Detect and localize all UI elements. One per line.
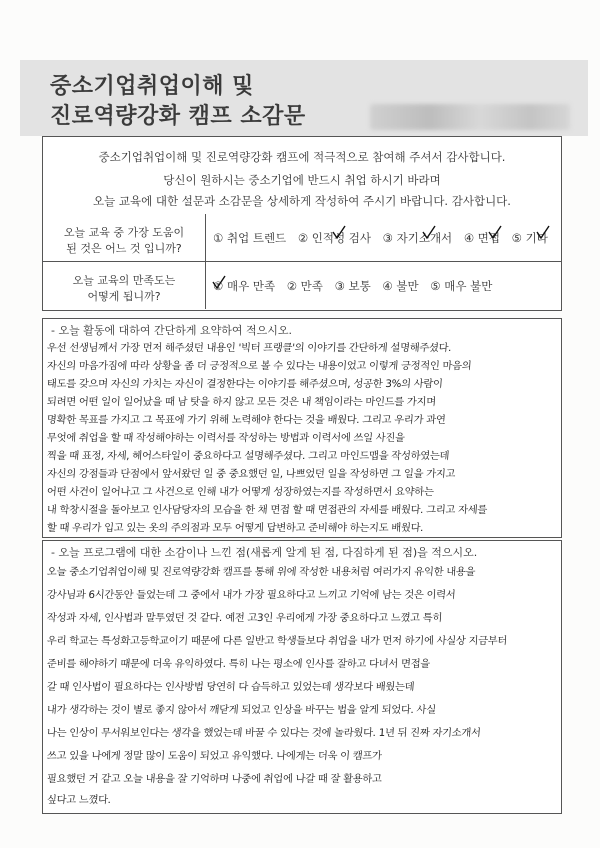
handwritten-line: 오늘 중소기업취업이해 및 진로역량강화 캠프를 통해 위에 작성한 내용처럼 여러가지 유익한 내용을 bbox=[46, 566, 476, 578]
handwritten-line: 갈 때 인사법이 필요하다는 인사방법 당연히 다 습득하고 있었는데 생각보다 배웠는데 bbox=[46, 681, 415, 693]
impressions-section bbox=[42, 540, 562, 814]
intro-box bbox=[42, 136, 562, 216]
intro-line: 당신이 원하시는 중소기업에 반드시 취업 하시기 바라며 bbox=[163, 173, 441, 187]
handwritten-line: 자신의 마음가짐에 따라 상황을 좀 더 긍정적으로 볼 수 있다는 내용이었고 이렇게 긍정적인 마음의 bbox=[46, 360, 472, 372]
handwritten-line: 강사님과 6시간동안 들었는데 그 중에서 내가 가장 필요하다고 느끼고 기억에 남는 것은 이력서 bbox=[46, 589, 456, 601]
question-label-line: 된 것은 어느 것 입니까? bbox=[66, 242, 182, 255]
handwritten-line: 명확한 목표를 가지고 그 목표에 가기 위해 노력해야 한다는 것을 배웠다. 그리고 우리가 과연 bbox=[46, 414, 446, 426]
question-label-line: 오늘 교육의 만족도는 bbox=[72, 274, 176, 287]
check-mark-icon bbox=[489, 226, 501, 238]
check-mark-icon bbox=[213, 276, 225, 288]
handwritten-line: 필요했던 거 같고 오늘 내용을 잘 기억하며 나중에 취업에 나갈 때 잘 활용하고 bbox=[46, 773, 383, 785]
handwritten-line: 쓰고 있을 나에게 정말 많이 도움이 되었고 유익했다. 나에게는 더욱 이 캠프가 bbox=[46, 750, 383, 762]
section-heading: - 오늘 활동에 대하여 간단하게 요약하여 적으시오. bbox=[51, 324, 292, 337]
handwritten-line: 싶다고 느꼈다. bbox=[46, 794, 112, 806]
question-row-helpful bbox=[43, 214, 561, 262]
handwritten-line: 되려면 어떤 일이 일어났을 때 남 탓을 하지 않고 모든 것은 내 책임이라는 마인드를 가지며 bbox=[46, 396, 437, 408]
document-header bbox=[20, 60, 588, 136]
handwritten-line: 준비를 해야하기 때문에 더욱 유익하였다. 특히 나는 평소에 인사를 잘하고 다녀서 면접을 bbox=[46, 658, 431, 670]
intro-line: 오늘 교육에 대한 설문과 소감문을 상세하게 작성하여 주시기 바랍니다. 감사합니다. bbox=[93, 194, 511, 208]
handwritten-line: 태도를 갖으며 자신의 가치는 자신이 결정한다는 이야기를 해주셨으며, 성공한 3%의 사람이 bbox=[46, 378, 444, 390]
option-label[interactable]: ① 취업 트렌드 bbox=[213, 231, 287, 245]
question-label-line: 오늘 교육 중 가장 도움이 bbox=[63, 226, 185, 239]
option-label[interactable]: ① 매우 만족 bbox=[213, 279, 276, 293]
handwritten-line: 할 때 우리가 입고 있는 옷의 주의점과 모두 어떻게 답변하고 준비해야 하는지도 배웠다. bbox=[46, 522, 424, 534]
option-label[interactable]: ③ 자기소개서 bbox=[382, 231, 453, 245]
check-mark-icon bbox=[537, 226, 549, 238]
activity-summary-section bbox=[42, 318, 562, 538]
handwritten-line: 자신의 강점들과 단점에서 앞서왔던 일 중 중요했던 일, 나쁘었던 일을 작성하면 그 일을 가지고 bbox=[46, 468, 456, 480]
question-label-line: 어떻게 됩니까? bbox=[87, 290, 161, 303]
option-label[interactable]: ⑤ 기타 bbox=[511, 231, 548, 245]
handwritten-line: 어떤 사건이 일어나고 그 사건으로 인해 내가 어떻게 성장하였는지를 작성하면서 요약하는 bbox=[46, 486, 434, 498]
handwritten-line: 무엇에 취업을 할 때 작성해야하는 이력서를 작성하는 방법과 이력서에 쓰일 사진을 bbox=[46, 432, 406, 444]
check-mark-icon bbox=[423, 226, 435, 238]
option-label[interactable]: ③ 보통 bbox=[334, 279, 371, 293]
question-row-satisfaction bbox=[43, 262, 561, 309]
handwritten-line: 우선 선생님께서 가장 먼저 해주셨던 내용인 '빅터 프랭클'의 이야기를 간단하게 설명해주셨다. bbox=[46, 342, 452, 354]
handwritten-line: 나는 인상이 무서워보인다는 생각을 했었는데 바꿀 수 있다는 것에 놀라웠다. 1년 뒤 진짜 자기소개서 bbox=[46, 727, 482, 739]
option-label[interactable]: ⑤ 매우 불만 bbox=[430, 279, 493, 293]
option-label[interactable]: ④ 불만 bbox=[382, 279, 419, 293]
check-mark-icon bbox=[333, 226, 345, 238]
option-label[interactable]: ② 만족 bbox=[286, 279, 323, 293]
section-heading: - 오늘 프로그램에 대한 소감이나 느낀 점(새롭게 알게 된 점, 다짐하게 된 점)을 적으시오. bbox=[51, 546, 478, 559]
question-label bbox=[43, 214, 206, 261]
handwritten-line: 작성과 자세, 인사법과 말투였던 것 같다. 예전 고3인 우리에게 가장 중요하다고 느꼈고 특히 bbox=[46, 612, 443, 624]
intro-line: 중소기업취업이해 및 진로역량강화 캠프에 적극적으로 참여해 주셔서 감사합니다. bbox=[98, 150, 506, 164]
checkmarks bbox=[205, 214, 561, 261]
handwritten-line: 내 학창시절을 돌아보고 인사담당자의 모습을 한 채 면접 할 때 면접관의 자세를 배웠다. 그리고 자세를 bbox=[46, 504, 488, 516]
checkmarks bbox=[205, 262, 561, 309]
survey-table bbox=[42, 214, 562, 311]
handwritten-line: 내가 생각하는 것이 별로 좋지 않아서 깨닫게 되었고 인상을 바꾸는 법을 알게 되었다. 사실 bbox=[46, 704, 437, 716]
document-title-line2: 진로역량강화 캠프 소감문 bbox=[50, 104, 306, 129]
document-title-line1: 중소기업취업이해 및 bbox=[50, 74, 254, 99]
handwritten-line: 우리 학교는 특성화고등학교이기 때문에 다른 일반고 학생들보다 취업을 내가 먼저 하기에 사실상 지금부터 bbox=[46, 635, 508, 647]
question-label bbox=[43, 262, 206, 309]
option-label[interactable]: ④ 면접 bbox=[463, 231, 501, 245]
handwritten-line: 찍을 때 표정, 자세, 헤어스타일이 중요하다고 설명해주셨다. 그리고 마인드맵을 작성하였는데 bbox=[46, 450, 450, 462]
redacted-name bbox=[370, 104, 570, 130]
option-label[interactable]: ② 인적성 검사 bbox=[297, 231, 371, 245]
